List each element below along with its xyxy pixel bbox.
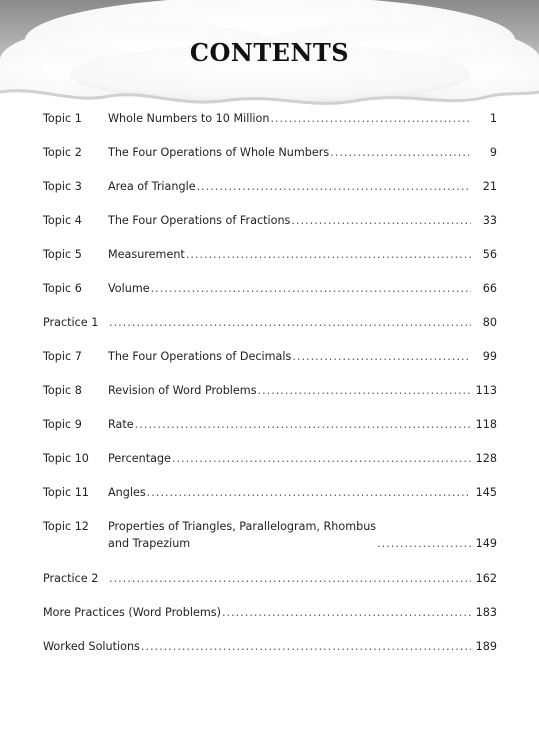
toc-dot-leader [141,638,471,655]
toc-entry-title [43,604,221,621]
toc-entry-title-line: Angles [108,486,146,499]
toc-topic-label: Topic 6 [43,282,82,295]
toc-dot-leader [270,110,471,127]
toc-entry [108,484,497,501]
toc-entry-title [108,450,171,467]
toc-entry [108,450,497,467]
toc-entry-title [108,280,150,297]
toc-entry [108,314,497,331]
toc-dot-leader [258,382,471,399]
toc-entry [108,178,497,195]
toc-dot-leader [151,280,471,297]
toc-page-number: 80 [482,316,497,329]
toc-topic-label: Practice 1 [43,316,99,329]
toc-entry-title-line: Volume [108,282,150,295]
toc-page-number: 1 [489,112,497,125]
toc-entry-title-line: Properties of Triangles, Parallelogram, Rhombus [108,520,377,533]
toc-page-number: 113 [475,384,497,397]
toc-entry [108,246,497,263]
toc-entry [108,280,497,297]
toc-entry [108,110,497,127]
toc-entry-title-line: Revision of Word Problems [108,384,257,397]
toc-entry-title-line: The Four Operations of Fractions [108,214,291,227]
toc-entry [108,416,497,433]
toc-page-number: 128 [475,452,497,465]
toc-topic-label: Topic 2 [43,146,82,159]
toc-entry-title [108,518,376,552]
toc-entry-title-line: More Practices (Word Problems) [43,606,221,619]
toc-dot-leader [291,212,471,229]
toc-entry-title [108,382,257,399]
toc-page-number: 56 [482,248,497,261]
toc-dot-leader [292,348,471,365]
toc-topic-label: Topic 12 [43,520,89,533]
toc-topic-label: Topic 4 [43,214,82,227]
toc-entry-title-line: Percentage [108,452,171,465]
toc-entry-title [108,178,196,195]
toc-entry-title [108,416,134,433]
toc-page-number: 99 [482,350,497,363]
toc-entry-title [108,144,329,161]
toc-entry [108,518,497,552]
toc-page-number: 118 [475,418,497,431]
toc-page-number: 189 [475,640,497,653]
toc-entry [108,382,497,399]
toc-entry [108,212,497,229]
toc-entry-title-line: Measurement [108,248,185,261]
toc-entry-title-line: and Trapezium [108,537,191,550]
toc-topic-label: Topic 11 [43,486,89,499]
toc-dot-leader [197,178,471,195]
toc-page-number: 145 [475,486,497,499]
toc-entry-title [108,348,291,365]
toc-topic-label: Topic 10 [43,452,89,465]
toc-dot-leader [147,484,471,501]
toc-dot-leader [109,314,471,331]
toc-page-number: 66 [482,282,497,295]
toc-topic-label: Topic 1 [43,112,82,125]
toc-entry-title-line: Worked Solutions [43,640,140,653]
toc-entry-title-line: Whole Numbers to 10 Million [108,112,270,125]
toc-entry-title [108,484,146,501]
toc-entry [108,348,497,365]
toc-topic-label: Topic 3 [43,180,82,193]
toc-entry-title [43,638,140,655]
toc-dot-leader [330,144,471,161]
toc-dot-leader [135,416,471,433]
toc-dot-leader [377,535,471,552]
toc-page-number: 33 [482,214,497,227]
toc-topic-label: Topic 7 [43,350,82,363]
toc-dot-leader [109,570,471,587]
toc-topic-label: Topic 8 [43,384,82,397]
toc-dot-leader [222,604,471,621]
toc-topic-label: Topic 5 [43,248,82,261]
toc-dot-leader [186,246,471,263]
toc-dot-leader [172,450,471,467]
toc-entry-title-line: The Four Operations of Decimals [108,350,292,363]
toc-page-number: 9 [489,146,497,159]
toc-topic-label: Topic 9 [43,418,82,431]
toc-topic-label: Practice 2 [43,572,99,585]
toc-entry-title-line: The Four Operations of Whole Numbers [108,146,330,159]
toc-page-number: 21 [482,180,497,193]
toc-page-number: 149 [475,537,497,550]
toc-entry-title [108,110,269,127]
toc-entry [43,604,497,621]
toc-entry [108,144,497,161]
toc-entry [108,570,497,587]
toc-entry-title [108,246,185,263]
toc-page-number: 162 [475,572,497,585]
toc-page-number: 183 [475,606,497,619]
toc-entry-title [108,212,290,229]
toc-entry [43,638,497,655]
page-title: CONTENTS [189,38,350,67]
toc-entry-title-line: Area of Triangle [108,180,196,193]
toc-entry-title-line: Rate [108,418,134,431]
